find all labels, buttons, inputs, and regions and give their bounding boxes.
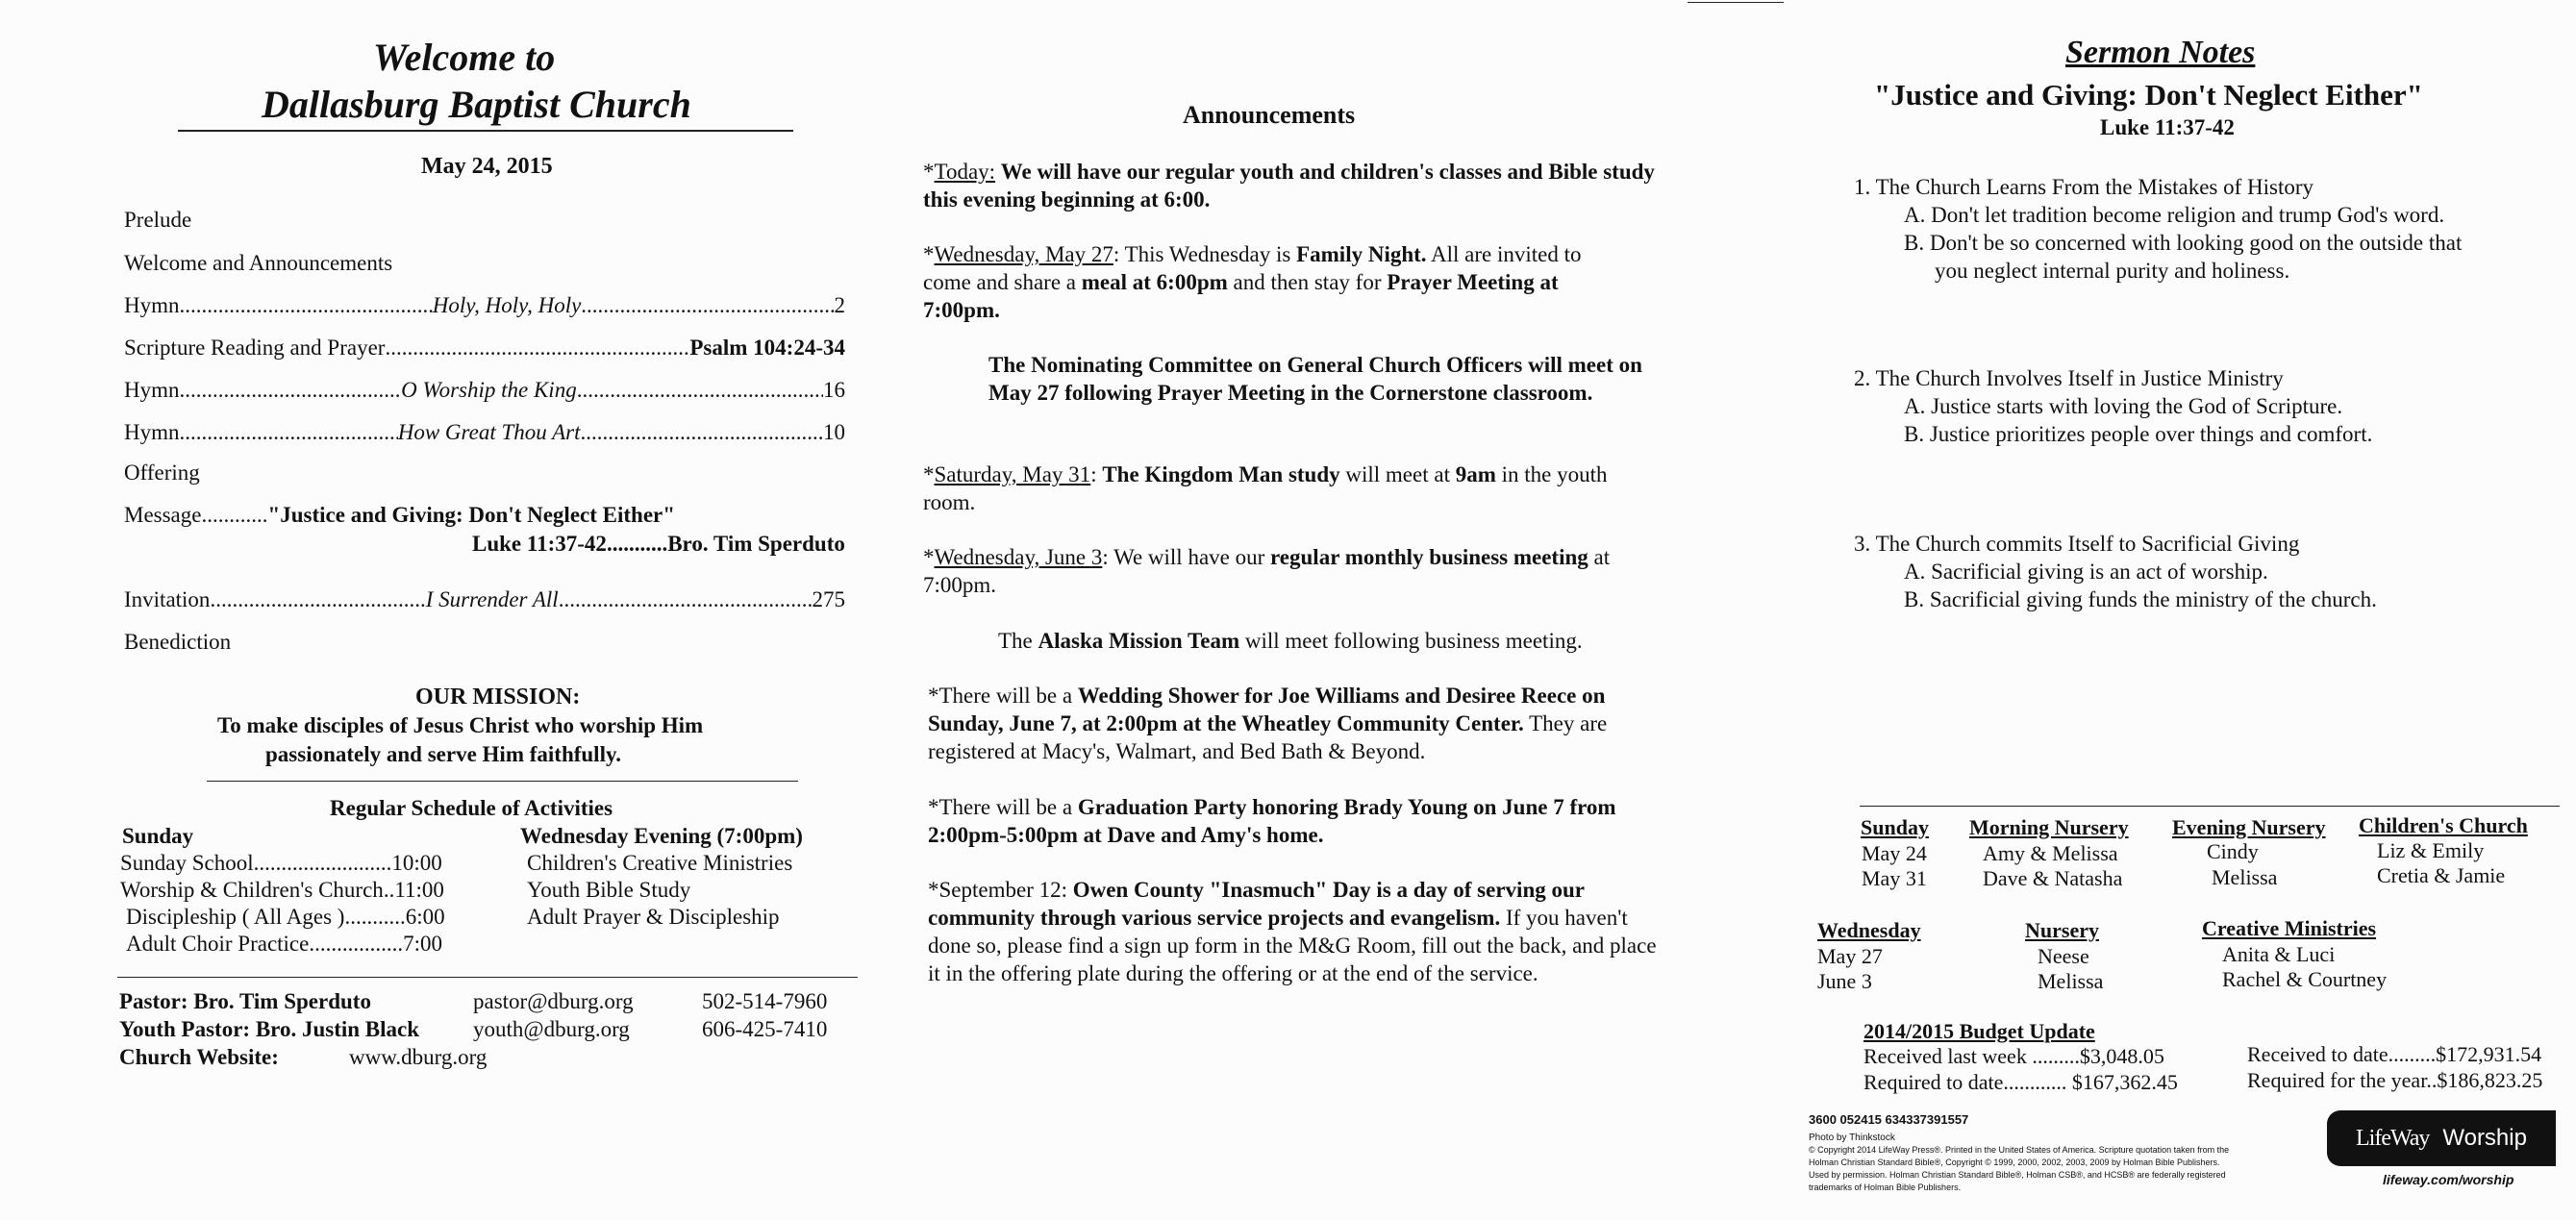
nursery-cell: Anita & Luci <box>2222 942 2336 966</box>
nursery-cell: Neese <box>2038 944 2089 968</box>
budget-received-week: Received last week .........$3,048.05 <box>1863 1044 2164 1068</box>
lifeway-worship-logo <box>2327 1110 2556 1166</box>
mission-divider <box>207 781 798 782</box>
order-hymn-3 <box>124 420 845 445</box>
nursery-header: Nursery <box>2025 918 2099 942</box>
announcement-wednesday-may-27: *Wednesday, May 27: This Wednesday is Family Night. All are invited to come and share a meal at 6:00pm and then stay for Prayer Meeting at 7:00pm. <box>923 242 1582 322</box>
invitation-label: Invitation <box>124 587 211 611</box>
website-link[interactable]: www.dburg.org <box>349 1045 488 1069</box>
announcement-wedding-shower: *There will be a Wedding Shower for Joe Williams and Desiree Reece on Sunday, June 7, at 2:00pm at the Wheatley Community Center. They are registered at Macy's, Walmart, and Bed Bath & Beyond. <box>928 684 1608 763</box>
nursery-header: Children's Church <box>2359 813 2528 837</box>
scripture-label: Scripture Reading and Prayer <box>124 336 386 360</box>
contact-youth-role: Youth Pastor: Bro. Justin Black <box>119 1017 420 1041</box>
schedule-sunday-item: Discipleship ( All Ages )...........6:00 <box>126 905 445 929</box>
contact-youth-email[interactable]: youth@dburg.org <box>473 1017 630 1041</box>
order-benediction: Benediction <box>124 630 232 654</box>
message-title: "Justice and Giving: Don't Neglect Either" <box>267 503 676 527</box>
nursery-header: Wednesday <box>1817 918 1921 942</box>
schedule-sunday-heading: Sunday <box>122 824 194 848</box>
budget-required-date: Required to date............ $167,362.45 <box>1863 1070 2178 1094</box>
nursery-cell: May 24 <box>1862 841 1927 865</box>
welcome-title-line2: Dallasburg Baptist Church <box>262 83 691 126</box>
hymn-number: 10 <box>823 420 845 444</box>
message-label: Message <box>124 503 202 527</box>
hymn-label: Hymn <box>124 293 180 317</box>
nursery-cell: Amy & Melissa <box>1983 841 2118 865</box>
nursery-cell: June 3 <box>1817 969 1872 993</box>
schedule-wednesday-item: Adult Prayer & Discipleship <box>527 905 780 929</box>
hymn-label: Hymn <box>124 420 180 444</box>
contact-pastor-role: Pastor: Bro. Tim Sperduto <box>119 989 371 1013</box>
announcement-alaska: The Alaska Mission Team will meet following business meeting. <box>998 629 1583 653</box>
footer-copyright: © Copyright 2014 LifeWay Press®. Printed in the United States of America. Scripture quotation taken from the Holman Christian Standard Bible®, Copyright © 1999, 2000, 2002, 2003, 2009 by Holman Bible Publishers. Used by permission. Holman Christian Standard Bible®, Holman CSB®, and HCSB® are federally registered trademarks of Holman Bible Publishers. <box>1809 1145 2230 1192</box>
nursery-cell: Melissa <box>2212 865 2278 889</box>
nursery-cell: Rachel & Courtney <box>2222 967 2388 991</box>
schedule-heading: Regular Schedule of Activities <box>330 796 613 820</box>
nursery-cell: Melissa <box>2038 969 2104 993</box>
schedule-sunday-item: Adult Choir Practice.................7:00 <box>126 932 442 956</box>
website-label: Church Website: <box>119 1045 279 1069</box>
schedule-sunday-item: Sunday School.........................10:00 <box>120 851 442 875</box>
announcement-saturday-may-31: *Saturday, May 31: The Kingdom Man study will meet at 9am in the youth room. <box>923 462 1608 514</box>
order-scripture <box>124 336 845 361</box>
hymn-title: O Worship the King <box>401 378 577 402</box>
announcement-nominating: The Nominating Committee on General Church Officers will meet on May 27 following Prayer Meeting in the Cornerstone classroom. <box>988 353 1642 405</box>
order-message: Message............"Justice and Giving: Don't Neglect Either" <box>124 503 676 527</box>
scripture-ref: Psalm 104:24-34 <box>689 336 845 360</box>
nursery-cell: May 27 <box>1817 944 1883 968</box>
budget-received-date: Received to date.........$172,931.54 <box>2247 1042 2542 1066</box>
nursery-cell: Cindy <box>2207 839 2259 863</box>
worship-brand: Worship <box>2442 1125 2527 1151</box>
footer-url[interactable]: lifeway.com/worship <box>2383 1172 2514 1187</box>
nursery-cell: May 31 <box>1862 866 1927 890</box>
nursery-header: Creative Ministries <box>2202 916 2377 940</box>
message-speaker: Bro. Tim Sperduto <box>667 532 845 556</box>
top-mark <box>1688 2 1784 3</box>
nursery-divider <box>1860 806 2560 807</box>
hymn-number: 2 <box>834 293 845 317</box>
welcome-title-line1: Welcome to <box>373 36 556 79</box>
message-ref: Luke 11:37-42 <box>472 532 607 556</box>
mission-line1: To make disciples of Jesus Christ who worship Him <box>217 713 704 737</box>
nursery-header: Morning Nursery <box>1969 815 2129 839</box>
nursery-header: Evening Nursery <box>2172 815 2326 839</box>
announcement-graduation: *There will be a Graduation Party honoring Brady Young on June 7 from 2:00pm-5:00pm at Dave and Amy's home. <box>928 795 1616 847</box>
title-divider <box>178 130 793 132</box>
sermon-point-1: 1. The Church Learns From the Mistakes of History A. Don't let tradition become religion and trump God's word. B. Don't be so concerned with looking good on the outside that you neglect internal purity and holiness. <box>1854 175 2463 283</box>
lifeway-brand: LifeWay <box>2356 1125 2430 1151</box>
announcements-heading: Announcements <box>1183 101 1356 129</box>
nursery-cell: Dave & Natasha <box>1983 866 2123 890</box>
service-date: May 24, 2015 <box>421 154 553 179</box>
announcement-wednesday-june-3: *Wednesday, June 3: We will have our regular monthly business meeting at 7:00pm. <box>923 545 1611 597</box>
announcement-today: *Today: We will have our regular youth and children's classes and Bible study this evening beginning at 6:00. <box>923 160 1655 212</box>
order-hymn-2 <box>124 378 845 403</box>
hymn-title: Holy, Holy, Holy <box>432 293 582 317</box>
nursery-cell: Liz & Emily <box>2377 838 2485 862</box>
schedule-wednesday-item: Youth Bible Study <box>527 878 691 902</box>
sermon-scripture: Luke 11:37-42 <box>2100 115 2235 139</box>
order-message-ref: Luke 11:37-42...........Bro. Tim Sperduto <box>472 532 845 556</box>
budget-required-year: Required for the year..$186,823.25 <box>2247 1068 2543 1092</box>
budget-heading: 2014/2015 Budget Update <box>1863 1019 2095 1043</box>
sermon-notes-heading: Sermon Notes <box>2065 35 2256 70</box>
order-prelude: Prelude <box>124 208 192 232</box>
contact-pastor-phone: 502-514-7960 <box>702 989 828 1013</box>
hymn-label: Hymn <box>124 378 180 402</box>
sermon-point-3: 3. The Church commits Itself to Sacrificial Giving A. Sacrificial giving is an act of worship. B. Sacrificial giving funds the ministry of the church. <box>1854 532 2377 611</box>
schedule-wednesday-item: Children's Creative Ministries <box>527 851 793 875</box>
sermon-point-2: 2. The Church Involves Itself in Justice Ministry A. Justice starts with loving the God of Scripture. B. Justice prioritizes people over things and comfort. <box>1854 366 2373 446</box>
invitation-title: I Surrender All <box>425 587 559 611</box>
footer-code: 3600 052415 634337391557 <box>1809 1112 1969 1127</box>
contact-pastor-email[interactable]: pastor@dburg.org <box>473 989 634 1013</box>
nursery-cell: Cretia & Jamie <box>2377 863 2506 887</box>
mission-heading: OUR MISSION: <box>415 685 581 710</box>
invitation-number: 275 <box>812 587 845 611</box>
contact-youth-phone: 606-425-7410 <box>702 1017 828 1041</box>
sermon-title: "Justice and Giving: Don't Neglect Either" <box>1874 78 2423 112</box>
announcement-september-12: *September 12: Owen County "Inasmuch" Day is a day of serving our community through various service projects and evangelism. If you haven't done so, please find a sign up form in the M&G Room, fill out the back, and place it in the offering plate during the offering or at the end of the service. <box>928 878 1657 985</box>
order-hymn-1 <box>124 293 845 318</box>
hymn-number: 16 <box>823 378 845 402</box>
contacts-divider <box>117 977 858 978</box>
order-welcome: Welcome and Announcements <box>124 251 393 275</box>
footer-photo-credit: Photo by Thinkstock <box>1809 1133 1895 1143</box>
nursery-header: Sunday <box>1861 815 1929 839</box>
hymn-title: How Great Thou Art <box>397 420 581 444</box>
mission-line2: passionately and serve Him faithfully. <box>265 742 621 766</box>
schedule-wednesday-heading: Wednesday Evening (7:00pm) <box>520 824 803 848</box>
schedule-sunday-item: Worship & Children's Church..11:00 <box>120 878 444 902</box>
order-invitation <box>124 587 845 612</box>
order-offering: Offering <box>124 461 200 485</box>
